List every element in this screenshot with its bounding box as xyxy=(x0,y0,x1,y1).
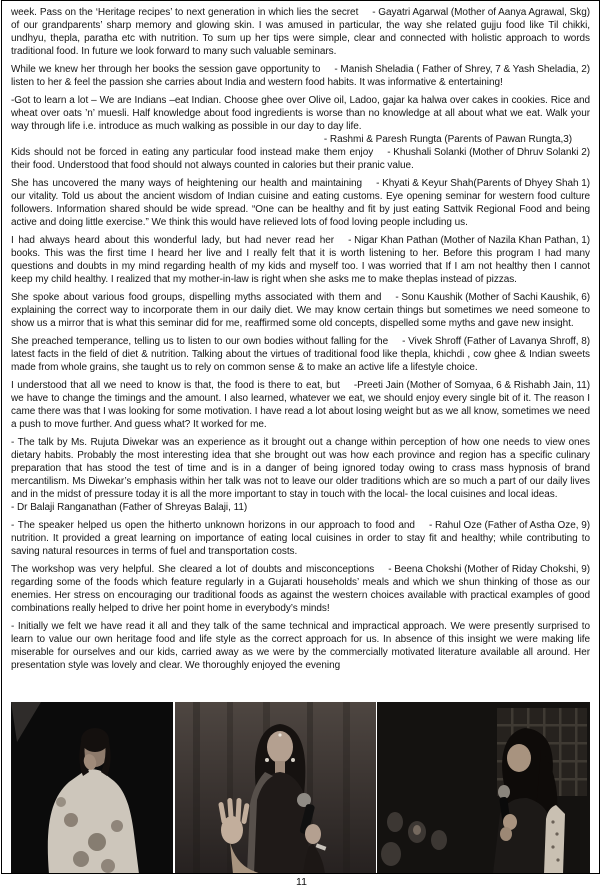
testimonial-text: While we knew her through her books the session gave opportunity to listen to her & feel the passion she carries about India and western food habits. It was informative & entertaining! xyxy=(11,64,503,88)
testimonial xyxy=(11,177,590,229)
testimonial-attribution: - Dr Balaji Ranganathan (Father of Shreyas Balaji, 11) xyxy=(11,502,248,513)
testimonial-attribution: - Khushali Solanki (Mother of Dhruv Solanki 2) xyxy=(387,147,590,158)
page-content xyxy=(2,1,599,874)
testimonial-attribution: - Rahul Oze (Father of Astha Oze, 9) xyxy=(428,520,590,531)
testimonial-attribution: - Rashmi & Paresh Rungta (Parents of Pawan Rungta,3) xyxy=(323,134,572,145)
testimonial xyxy=(11,63,590,89)
testimonial xyxy=(11,234,590,286)
speaker-photo-3-illustration xyxy=(377,702,590,874)
testimonial-attribution: - Manish Sheladia ( Father of Shrey, 7 & Yash Sheladia, 2) xyxy=(334,64,590,75)
testimonial xyxy=(11,436,590,514)
testimonial xyxy=(11,6,590,58)
testimonial-text: - Initially we felt we have read it all and they talk of the same technical and impractical approach. We were presently surprised to learn to value our own heritage food and life style as the correct approach for us. In absence of this insight we were making life miserable for ourselves and our kids, carried away as we were by the commercially motivated literature available all around. Her presentation style was lovely and clear. We thoroughly enjoyed the evening xyxy=(11,621,590,671)
testimonial-attribution: - Sonu Kaushik (Mother of Sachi Kaushik, 6) xyxy=(395,292,590,303)
testimonial-text: Kids should not be forced in eating any particular food instead make them enjoy their food. Understood that food should not always counted in calories but their pranic value. xyxy=(11,147,414,171)
document-page xyxy=(1,0,600,874)
testimonial-text: - The talk by Ms. Rujuta Diwekar was an experience as it brought out a change within perception of how one needs to view ones dietary habits. Probably the most interesting idea that she brought out was how each province and region has a specific culinary preparation that has stood the test of time and is in a danger of being ignored today owing to crass mass hypnosis of brand mercantilism. Ms Diwekar’s emphasis within her talk was not to leave our older traditions which are so much a part of our daily lives and in the midst of pressure today it is all the more important to stay in touch with the local- the local cuisines and local ideas. xyxy=(11,437,590,500)
speaker-photo-1 xyxy=(11,702,173,874)
testimonial xyxy=(11,146,590,172)
testimonial xyxy=(11,379,590,431)
testimonial-text: The workshop was very helpful. She cleared a lot of doubts and misconceptions regarding some of the foods which feature regularly in a Gujarati households’ meals and which we shun thinking of those as our enemies. Her stress on encouraging our traditional foods as against the western choices available with practical examples of good combinations really helped to drive her point home in everybody’s minds! xyxy=(11,564,590,614)
testimonial-text: I understood that all we need to know is that, the food is there to eat, but we have to change the timings and the amount. I also learned, whatever we eat, we should enjoy every single bit of it. The reason I came there was that I was looking for some motivation. I have read a lot about losing weight but as we all know, sometimes we need a push to move further. And guess what? It worked for me. xyxy=(11,380,590,430)
testimonial xyxy=(11,291,590,330)
speaker-photo-2-illustration xyxy=(175,702,376,874)
photo-row xyxy=(11,702,590,874)
testimonial-text: I had always heard about this wonderful lady, but had never read her books. This was the first time I heard her live and I really felt that it is worth listening to her. Before this program I had many questions and doubts in my mind regarding health of my kids and myself too. I was worried that If I am not healthy then I cannot keep my child healthy. I realized that my mother-in-law is right when she asks me to make theplas instead of pizzas. xyxy=(11,235,590,285)
testimonial-text: - The speaker helped us open the hitherto unknown horizons in our approach to food and nutrition. It provided a great learning on importance of eating local cuisines in order to stay fit and healthy; while contributing to saving natural resources in terms of fuel and transportation costs. xyxy=(11,520,590,557)
testimonial-text: -Got to learn a lot – We are Indians –eat Indian. Choose ghee over Olive oil, Ladoo, gajar ka halwa over cakes in cookies. Rice and wheat over oats ’n’ muesli. Half knowledge about food ingredients is worse than no knowledge at all about what we eat. Walk your way through life i.e. introduce as much walking as possible in our day to day life. xyxy=(11,95,590,132)
testimonial-attribution: -Preeti Jain (Mother of Somyaa, 6 & Rishabh Jain, 11) xyxy=(353,380,590,391)
testimonial-attribution: - Nigar Khan Pathan (Mother of Nazila Khan Pathan, 1) xyxy=(348,235,590,246)
testimonial-text: week. Pass on the ‘Heritage recipes’ to next generation in which lies the secret of our grandparents’ sharp memory and glowing skin. I was amused in particular, the way she related gujju food like Til chikki, undhyu, thepla, paratha etc with nutrition. To sum up her tips were simple, clear and connected with holistic approach to words traditional food. In future we look forward to many such valuable seminars. xyxy=(11,7,590,57)
page-number: 11 xyxy=(296,876,307,888)
testimonial xyxy=(11,519,590,558)
testimonial-text: She has uncovered the many ways of heightening our health and maintaining our vitality. Told us about the ancient wisdom of Indian cuisine and eating customs. Eye opening seminar for western food culture followers. Information shared should be wide spread. “One can be healthy and fit by just eating Sattvik Regional Food and being active and doing little exercise.” We think this would have relieved lots of food loving people including us. xyxy=(11,178,590,228)
testimonial xyxy=(11,335,590,374)
testimonial-attribution: - Khyati & Keyur Shah(Parents of Dhyey Shah 1) xyxy=(376,178,590,189)
testimonial-attribution: - Beena Chokshi (Mother of Riday Chokshi, 9) xyxy=(388,564,590,575)
speaker-photo-3 xyxy=(377,702,590,874)
testimonial xyxy=(11,620,590,672)
testimonial-attribution: - Vivek Shroff (Father of Lavanya Shroff, 8) xyxy=(402,336,590,347)
testimonial-text: She spoke about various food groups, dispelling myths associated with them and explaining the correct way to incorporate them in our daily diet. We may know certain things but sometimes we need someone to show us a mirror that is what this seminar did for me, reaffirmed some old concepts, dispelled some myths and gave new insight. xyxy=(11,292,590,329)
testimonial xyxy=(11,94,590,146)
testimonial-text: She preached temperance, telling us to listen to our own bodies without falling for the latest facts in the field of diet & nutrition. Talking about the virtues of traditional food like thepla, khichdi , cow ghee & Indian sweets made from whole grains, she taught us to rely on common sense & to make an active life a lifestyle choice. xyxy=(11,336,590,373)
speaker-photo-1-illustration xyxy=(11,702,173,874)
testimonials-section xyxy=(11,6,590,700)
testimonial-attribution: - Gayatri Agarwal (Mother of Aanya Agrawal, Skg) xyxy=(372,7,590,18)
testimonial xyxy=(11,563,590,615)
speaker-photo-2 xyxy=(175,702,376,874)
